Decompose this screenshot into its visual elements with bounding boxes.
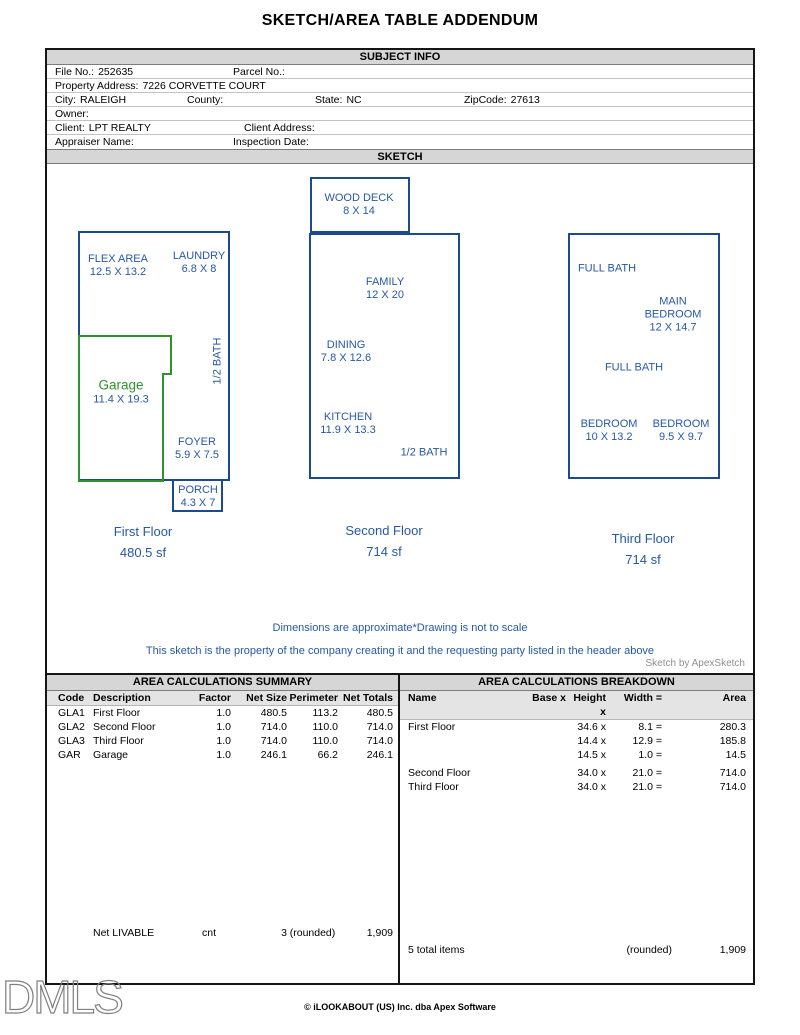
cell: 1.0	[216, 735, 231, 747]
third-floor-label	[612, 528, 675, 570]
room-main-bedroom	[645, 296, 702, 335]
second-floor-area: 714 sf	[366, 544, 402, 559]
row-client	[47, 121, 753, 135]
cell: 714.0	[719, 767, 746, 779]
breakdown-header-row	[400, 691, 753, 720]
table-row	[400, 780, 753, 794]
dining-dim: 7.8 X 12.6	[320, 352, 372, 364]
cnt-label: cnt	[201, 927, 216, 939]
cell: Second Floor	[93, 721, 156, 733]
col-perimeter: Perimeter	[289, 692, 338, 704]
state-value: NC	[346, 94, 362, 106]
cell: 714.0	[260, 735, 287, 747]
cell	[566, 943, 606, 957]
client-value: LPT REALTY	[88, 122, 151, 134]
cell: 480.5	[366, 707, 393, 719]
cell	[526, 780, 566, 794]
main-bedroom-dim: 12 X 14.7	[649, 321, 697, 334]
cell: 14.5 x	[577, 749, 606, 761]
kitchen-name: KITCHEN	[323, 411, 373, 423]
third-floor-name: Third Floor	[611, 531, 675, 546]
city-value: RALEIGH	[80, 94, 127, 106]
half-bath-first-name: 1/2 BATH	[211, 337, 224, 385]
table-row	[47, 734, 398, 748]
table-row	[47, 720, 398, 734]
cell: 714.0	[366, 721, 393, 733]
field-file-no	[55, 66, 133, 78]
appraiser-label: Appraiser Name:	[55, 136, 134, 148]
field-city	[55, 94, 126, 106]
field-parcel-no	[233, 66, 289, 78]
col-description: Description	[93, 692, 151, 704]
kitchen-dim: 11.9 X 13.3	[320, 424, 376, 436]
cell: GLA2	[58, 721, 85, 733]
table-row	[47, 748, 398, 762]
cell: 246.1	[260, 749, 287, 761]
cell: 110.0	[312, 735, 338, 747]
flex-area-name: FLEX AREA	[88, 253, 148, 265]
cell: 714.0	[366, 735, 393, 747]
room-porch	[178, 484, 218, 510]
bedroom-right-name: BEDROOM	[652, 418, 710, 430]
cell: 110.0	[312, 721, 338, 733]
county-label: County:	[187, 94, 224, 106]
bedroom-right-dim: 9.5 X 9.7	[658, 431, 704, 443]
second-floor-name: Second Floor	[345, 523, 423, 538]
table-row	[400, 766, 753, 780]
cell: 1.0 =	[638, 749, 662, 761]
room-kitchen	[320, 411, 375, 437]
laundry-name: LAUNDRY	[172, 250, 226, 262]
field-state	[315, 94, 362, 106]
cell: 14.4 x	[577, 735, 606, 747]
wood-deck-dim: 8 X 14	[343, 205, 375, 217]
cell: 1.0	[216, 721, 231, 733]
copyright-footer: © iLOOKABOUT (US) Inc. dba Apex Software	[304, 1002, 496, 1012]
breakdown-total: 1,909	[719, 944, 746, 956]
client-label: Client:	[55, 122, 85, 134]
net-livable-label: Net LIVABLE	[93, 927, 155, 939]
summary-header-row	[47, 691, 398, 706]
property-address-label: Property Address:	[55, 80, 139, 92]
summary-footer	[47, 926, 398, 940]
owner-label: Owner:	[55, 108, 89, 120]
table-row	[400, 734, 753, 748]
room-full-bath-mid	[605, 362, 663, 375]
room-garage	[93, 378, 148, 407]
col-base: Base x	[532, 692, 566, 704]
field-zipcode	[464, 94, 540, 106]
cell: 714.0	[260, 721, 287, 733]
cell: GLA1	[58, 707, 85, 719]
col-name: Name	[408, 692, 437, 704]
breakdown-panel	[400, 675, 753, 983]
porch-dim: 4.3 X 7	[180, 497, 216, 509]
dmls-watermark: DMLS	[2, 971, 122, 1023]
room-dining	[321, 339, 371, 365]
cell: 34.0 x	[577, 767, 606, 779]
room-family	[366, 276, 404, 302]
main-bedroom-line1: MAIN	[659, 295, 687, 308]
garage-dim: 11.4 X 19.3	[93, 393, 149, 406]
cell	[526, 748, 566, 762]
breakdown-footer	[400, 943, 753, 957]
room-wood-deck	[324, 192, 393, 218]
row-city-state	[47, 93, 753, 107]
row-property-address	[47, 79, 753, 93]
col-code: Code	[58, 692, 85, 704]
cell: 1.0	[216, 749, 231, 761]
room-foyer	[175, 436, 219, 462]
table-row	[400, 748, 753, 762]
field-owner	[55, 108, 93, 120]
bedroom-left-name: BEDROOM	[580, 418, 638, 430]
cell: 714.0	[719, 781, 746, 793]
disclaimer-line1: Dimensions are approximate*Drawing is not to scale	[272, 622, 528, 634]
client-address-label: Client Address:	[244, 122, 315, 134]
family-dim: 12 X 20	[366, 289, 404, 301]
document-frame	[45, 48, 755, 985]
cell: 8.1 =	[638, 721, 662, 733]
cell	[526, 766, 566, 780]
breakdown-title: AREA CALCULATIONS BREAKDOWN	[400, 675, 753, 691]
col-factor: Factor	[198, 692, 231, 704]
field-property-address	[55, 80, 266, 92]
first-floor-label	[114, 521, 173, 563]
summary-title: AREA CALCULATIONS SUMMARY	[47, 675, 398, 691]
area-calculations-section	[47, 673, 753, 983]
family-name: FAMILY	[365, 276, 405, 288]
sketch-canvas	[47, 164, 753, 673]
subject-info-header: SUBJECT INFO	[47, 50, 753, 65]
cell: GLA3	[58, 735, 85, 747]
second-floor-label	[345, 520, 422, 562]
property-address-value: 7226 CORVETTE COURT	[142, 80, 266, 92]
cell: First Floor	[93, 707, 141, 719]
flex-area-dim: 12.5 X 13.2	[89, 266, 147, 278]
cell: 113.2	[312, 707, 338, 719]
cell: 1.0	[216, 707, 231, 719]
field-appraiser	[55, 136, 138, 148]
porch-name: PORCH	[178, 484, 218, 496]
cell: 12.9 =	[632, 735, 662, 747]
cell	[47, 926, 93, 940]
cell: 34.6 x	[577, 721, 606, 733]
page-title: SKETCH/AREA TABLE ADDENDUM	[261, 12, 539, 29]
col-width: Width =	[623, 692, 662, 704]
laundry-dim: 6.8 X 8	[181, 263, 217, 275]
file-no-label: File No.:	[55, 66, 95, 78]
half-bath-second-name: 1/2 BATH	[400, 446, 448, 459]
cell: 280.3	[719, 721, 746, 733]
disclaimer-line2: This sketch is the property of the company creating it and the requesting party listed in the header above	[145, 645, 655, 657]
zipcode-value: 27613	[510, 94, 540, 106]
foyer-name: FOYER	[178, 436, 216, 448]
total-items-label: 5 total items	[408, 944, 465, 956]
garage-outline	[78, 335, 174, 483]
full-bath-top-name: FULL BATH	[577, 262, 637, 275]
garage-name: Garage	[98, 377, 144, 393]
third-floor-area: 714 sf	[625, 552, 661, 567]
sketch-section-header: SKETCH	[47, 149, 753, 164]
bedroom-left-dim: 10 X 13.2	[585, 431, 633, 443]
foyer-dim: 5.9 X 7.5	[174, 449, 220, 461]
cell: 66.2	[317, 749, 338, 761]
dining-name: DINING	[326, 339, 366, 351]
field-client	[55, 122, 151, 134]
cell	[526, 943, 566, 957]
cell: 246.1	[366, 749, 393, 761]
cell: Third Floor	[93, 735, 144, 747]
cell: 14.5	[725, 749, 746, 761]
col-net-totals: Net Totals	[343, 692, 393, 704]
row-file-parcel	[47, 65, 753, 79]
field-client-address	[244, 122, 319, 134]
cell: First Floor	[408, 721, 456, 733]
row-owner	[47, 107, 753, 121]
summary-panel	[47, 675, 400, 983]
room-half-bath-second	[401, 447, 448, 460]
cnt-value: 3	[281, 927, 287, 939]
cell: Garage	[93, 749, 129, 761]
room-bedroom-left	[581, 418, 638, 444]
room-flex-area	[88, 253, 148, 279]
room-half-bath-first	[212, 338, 225, 385]
main-bedroom-line2: BEDROOM	[644, 308, 702, 321]
col-height: Height x	[573, 692, 606, 718]
cell	[400, 748, 526, 762]
cell: 21.0 =	[632, 767, 662, 779]
cell: Third Floor	[408, 781, 459, 793]
cell: 21.0 =	[632, 781, 662, 793]
col-net-size: Net Size	[246, 692, 287, 704]
cell	[400, 734, 526, 748]
cell	[526, 734, 566, 748]
cell: GAR	[58, 749, 81, 761]
room-bedroom-right	[653, 418, 710, 444]
full-bath-mid-name: FULL BATH	[604, 361, 664, 374]
subject-info-rows	[47, 65, 753, 149]
room-full-bath-top	[578, 263, 636, 276]
cell: 185.8	[719, 735, 746, 747]
row-appraiser	[47, 135, 753, 149]
sketch-credit: Sketch by ApexSketch	[645, 658, 745, 669]
zipcode-label: ZipCode:	[464, 94, 507, 106]
cell: 34.0 x	[577, 781, 606, 793]
cell: Second Floor	[408, 767, 471, 779]
parcel-no-label: Parcel No.:	[233, 66, 285, 78]
table-row	[47, 706, 398, 720]
net-livable-total: 1,909	[366, 927, 393, 939]
room-laundry	[173, 250, 225, 276]
first-floor-area: 480.5 sf	[119, 545, 167, 560]
cell: 480.5	[260, 707, 287, 719]
col-area: Area	[722, 692, 746, 704]
wood-deck-name: WOOD DECK	[324, 192, 394, 204]
field-inspection-date	[233, 136, 313, 148]
city-label: City:	[55, 94, 76, 106]
first-floor-name: First Floor	[113, 524, 173, 539]
rounded-label: (rounded)	[626, 944, 672, 956]
inspection-date-label: Inspection Date:	[233, 136, 309, 148]
table-row	[400, 720, 753, 734]
file-no-value: 252635	[98, 66, 134, 78]
rounded-label: (rounded)	[289, 927, 336, 939]
cell	[526, 720, 566, 734]
field-county	[187, 94, 227, 106]
state-label: State:	[315, 94, 343, 106]
